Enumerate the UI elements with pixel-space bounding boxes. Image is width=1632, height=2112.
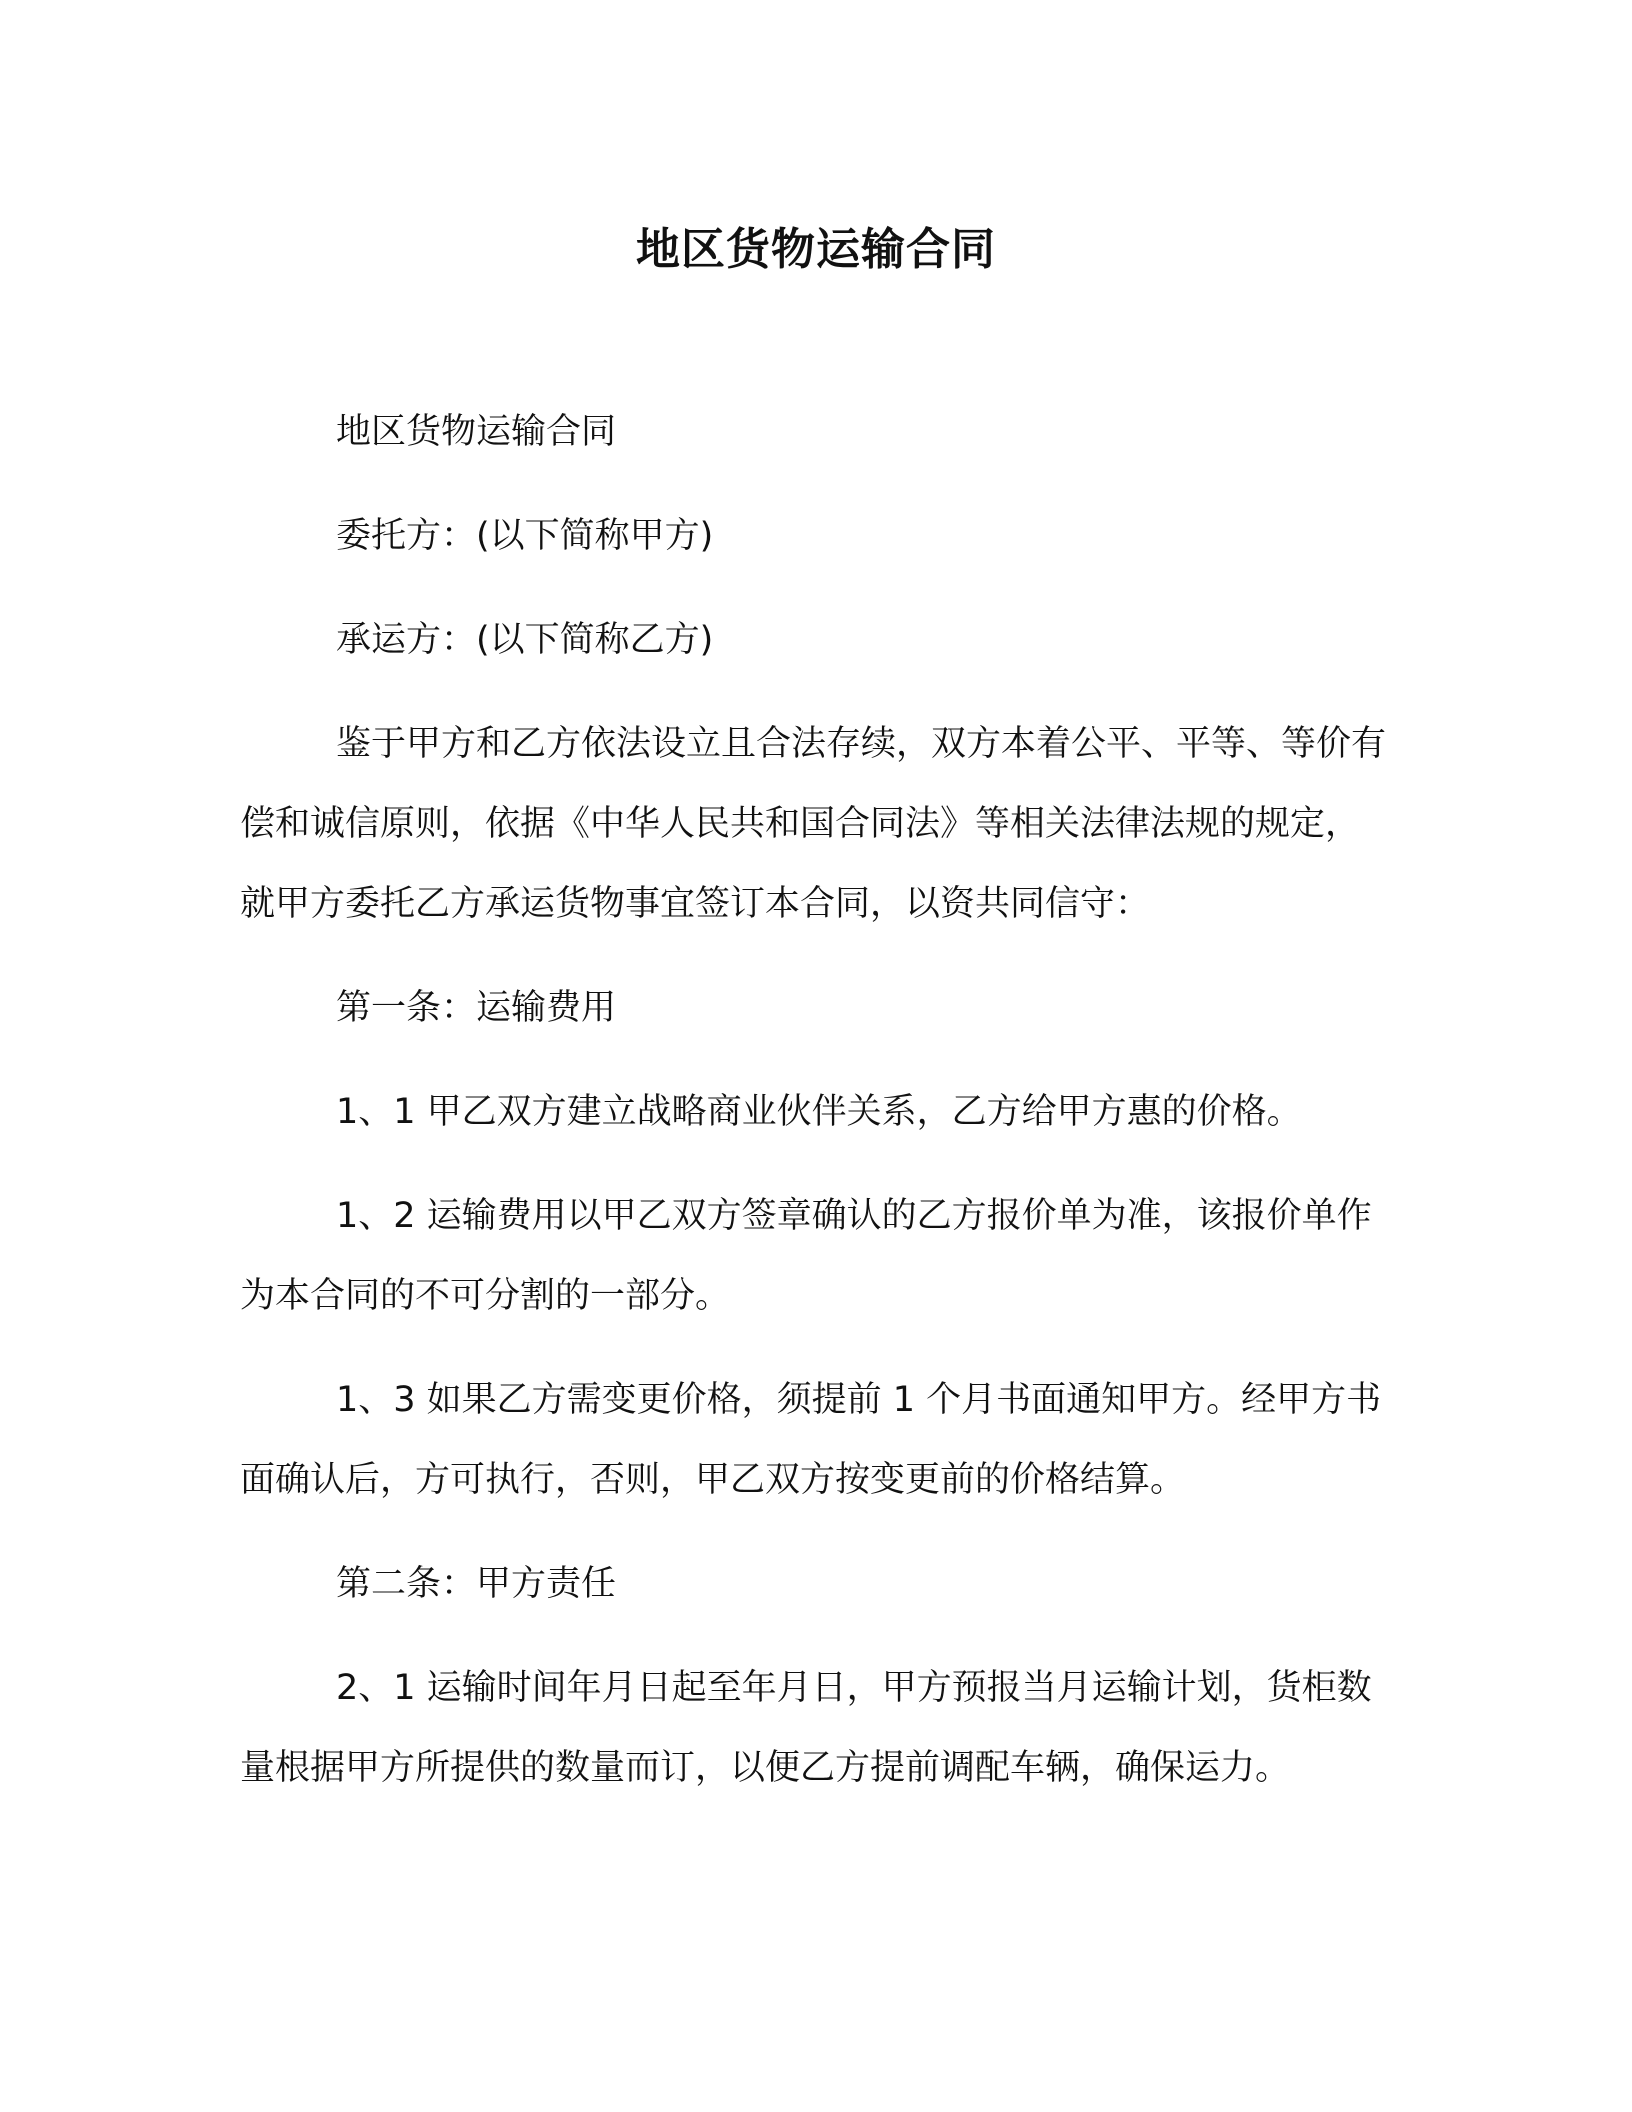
paragraph-clause-2-1: 2、1 运输时间年月日起至年月日，甲方预报当月运输计划，货柜数量根据甲方所提供的数量而订，以便乙方提前调配车辆，确保运力。 [240, 1668, 1372, 1788]
paragraph-party-b: 承运方：(以下简称乙方) [336, 620, 714, 660]
paragraph-clause-1-1: 1、1 甲乙双方建立战略商业伙伴关系，乙方给甲方惠的价格。 [336, 1092, 1302, 1132]
paragraph-heading: 地区货物运输合同 [336, 412, 617, 452]
paragraph-party-a: 委托方：(以下简称甲方) [336, 516, 714, 556]
document-body [240, 392, 1390, 1832]
paragraph-article-2-heading: 第二条：甲方责任 [336, 1564, 617, 1604]
paragraph-preamble: 鉴于甲方和乙方依法设立且合法存续，双方本着公平、平等、等价有偿和诚信原则，依据《中华人民共和国合同法》等相关法律法规的规定，就甲方委托乙方承运货物事宜签订本合同，以资共同信守： [240, 724, 1387, 924]
paragraph-article-1-heading: 第一条：运输费用 [336, 988, 617, 1028]
paragraph-clause-1-2: 1、2 运输费用以甲乙双方签章确认的乙方报价单为准，该报价单作为本合同的不可分割的一部分。 [240, 1196, 1372, 1316]
document-title: 地区货物运输合同 [636, 224, 996, 275]
paragraph-clause-1-3: 1、3 如果乙方需变更价格，须提前 1 个月书面通知甲方。经甲方书面确认后，方可执行，否则，甲乙双方按变更前的价格结算。 [240, 1380, 1382, 1500]
